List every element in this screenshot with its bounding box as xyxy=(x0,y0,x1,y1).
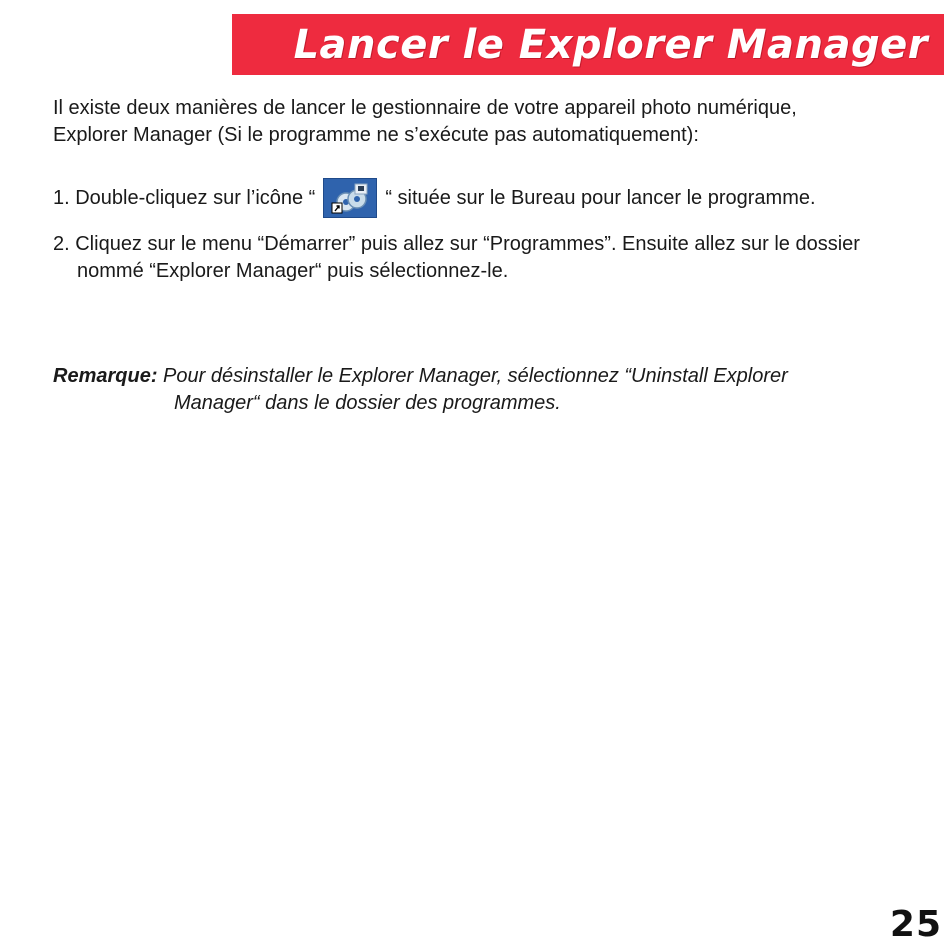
remark-line-2: Manager“ dans le dossier des programmes. xyxy=(174,392,561,414)
step-1-text-before: 1. Double-cliquez sur l’icône “ xyxy=(53,186,316,209)
remark-label: Remarque: xyxy=(53,365,158,387)
explorer-manager-icon xyxy=(323,178,377,218)
intro-paragraph xyxy=(53,95,797,149)
step-2 xyxy=(53,231,860,285)
page-title: Lancer le Explorer Manager xyxy=(293,22,928,68)
remark-text-1: Pour désinstaller le Explorer Manager, sélectionnez “Uninstall Explorer xyxy=(157,365,788,387)
remark-line-1 xyxy=(53,363,788,390)
title-banner xyxy=(232,14,944,75)
explorer-manager-icon-graphic xyxy=(324,179,376,217)
step-2-line-1: 2. Cliquez sur le menu “Démarrer” puis allez sur “Programmes”. Ensuite allez sur le dossier xyxy=(53,233,860,255)
intro-line-2: Explorer Manager (Si le programme ne s’exécute pas automatiquement): xyxy=(53,124,699,146)
remark-note xyxy=(53,363,788,417)
step-2-line-2: nommé “Explorer Manager“ puis sélectionnez-le. xyxy=(77,260,509,282)
step-1-text-after: “ située sur le Bureau pour lancer le programme. xyxy=(385,186,816,209)
intro-line-1: Il existe deux manières de lancer le gestionnaire de votre appareil photo numérique, xyxy=(53,97,797,119)
page-number: 25 xyxy=(889,904,942,945)
step-1 xyxy=(53,178,816,218)
